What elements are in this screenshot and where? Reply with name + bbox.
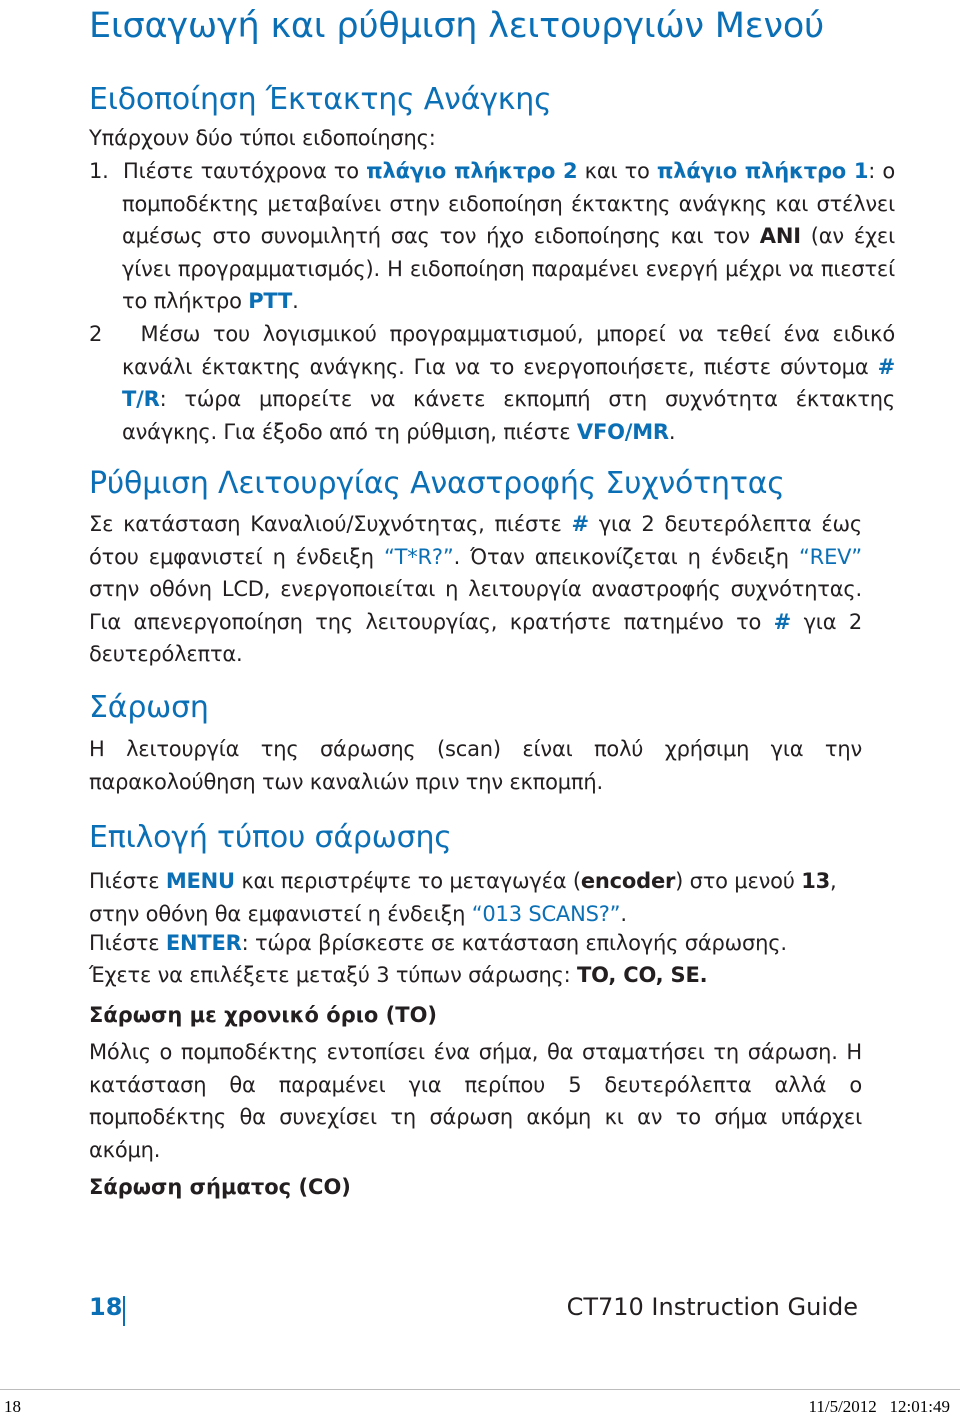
item-text: : τώρα μπορείτε να κάνετε εκπομπή στη συχνότητα έκτακτης ανάγκης. Για έξοδο από τη ρύθμιση, πιέστε [122, 387, 895, 444]
text: στην οθόνη LCD, ενεργοποιείται η λειτουργία αναστροφής συχνότητας. Για απενεργοποίηση της λειτουργίας, κρατήστε πατημένο το [89, 577, 862, 634]
tr-indicator: “T*R?” [383, 544, 454, 569]
text: Σε κατάσταση Καναλιού/Συχνότητας, πιέστε [89, 512, 572, 536]
emergency-item-1 [89, 155, 895, 318]
text: Έχετε να επιλέξετε μεταξύ 3 τύπων σάρωσης: [89, 963, 578, 987]
scan-type-line-2 [89, 927, 862, 960]
item-text: Πιέστε ταυτόχρονα το [123, 159, 367, 183]
item-text: . [668, 419, 676, 444]
scan-type-line-3 [89, 959, 862, 992]
text: : τώρα βρίσκεστε σε κατάσταση επιλογής σάρωσης. [241, 931, 787, 955]
reverse-heading: Ρύθμιση Λειτουργίας Αναστροφής Συχνότητας [89, 466, 785, 501]
text: Πιέστε [89, 931, 166, 955]
print-slug-timestamp: 11/5/2012 12:01:49 [808, 1397, 950, 1416]
text: Πιέστε [89, 869, 166, 893]
item-text: . [292, 289, 299, 313]
vfo-mr-label: VFO/MR [576, 419, 669, 444]
side-key-2-label: πλάγιο πλήκτρο 2 [366, 159, 578, 183]
text: για 2 δευτερόλεπτα. [89, 609, 862, 666]
item-text: και το [577, 159, 657, 183]
menu-number: 13 [801, 869, 831, 893]
item-text: (αν έχει γίνει προγραμματισμός). Η ειδοποίηση παραμένει ενεργή μέχρι να πιεστεί το πλήκτρο [122, 224, 895, 313]
co-subheading: Σάρωση σήματος (CO) [89, 1175, 351, 1199]
rev-indicator: “REV” [799, 544, 862, 569]
footer-divider [123, 1296, 125, 1326]
encoder-label: encoder [580, 869, 676, 893]
to-subheading: Σάρωση με χρονικό όριο (TO) [89, 1003, 438, 1027]
text: , στην οθόνη θα εμφανιστεί η ένδειξη [89, 869, 837, 926]
text: για 2 δευτερόλεπτα έως ότου εμφανιστεί η ένδειξη [89, 512, 862, 569]
menu-key-label: MENU [165, 869, 235, 893]
scan-heading: Σάρωση [89, 690, 209, 725]
enter-key-label: ENTER [165, 931, 242, 955]
item-text: Μέσω του λογισμικού προγραμματισμού, μπορεί να τεθεί ένα ειδικό κανάλι έκτακτης ανάγκης. Για να το ενεργοποιήσετε, πιέστε σύντομα [122, 322, 895, 379]
emergency-heading: Ειδοποίηση Έκτακτης Ανάγκης [89, 82, 552, 117]
text: ) στο μενού [675, 869, 802, 893]
emergency-item-2 [89, 318, 895, 448]
to-paragraph: Μόλις ο πομποδέκτης εντοπίσει ένα σήμα, θα σταματήσει τη σάρωση. Η κατάσταση θα παραμένει για περίπου 5 δευτερόλεπτα αλλά ο πομποδέκτης θα συνεχίσει τη σάρωση ακόμη κι αν το σήμα υπάρχει ακόμη. [89, 1040, 862, 1162]
item-number: 2 [89, 322, 103, 346]
side-key-1-label: πλάγιο πλήκτρο 1 [656, 159, 869, 183]
hash-key-label: # [571, 512, 589, 536]
scan-paragraph: Η λειτουργία της σάρωσης (scan) είναι πολύ χρήσιμη για την παρακολούθηση των καναλιών πριν την εκπομπή. [89, 737, 862, 794]
scan-type-heading: Επιλογή τύπου σάρωσης [89, 820, 452, 855]
scan-type-line-1 [89, 865, 862, 930]
ani-label: ANI [759, 224, 801, 248]
emergency-intro: Υπάρχουν δύο τύποι ειδοποίησης: [89, 126, 436, 150]
footer-page-number: 18 [89, 1293, 123, 1321]
tr-key-label: # T/R [122, 354, 895, 411]
ptt-label: PTT [248, 289, 293, 313]
hash-key-label: # [773, 609, 792, 634]
item-text: : ο πομποδέκτης μεταβαίνει στην ειδοποίηση έκτακτης ανάγκης και στέλνει αμέσως στο συνομιλητή σας τον ήχο ειδοποίησης και τον [122, 159, 895, 248]
footer-guide-title: CT710 Instruction Guide [566, 1293, 858, 1321]
print-slug-divider [0, 1389, 960, 1390]
print-slug-page: 18 [4, 1397, 21, 1416]
text: και περιστρέψτε το μεταγωγέα ( [234, 869, 581, 893]
page-title: Εισαγωγή και ρύθμιση λειτουργιών Μενού [89, 6, 825, 46]
item-number: 1. [89, 159, 109, 183]
scans-indicator: “013 SCANS?” [471, 901, 621, 926]
reverse-paragraph [89, 508, 862, 671]
text: . Όταν απεικονίζεται η ένδειξη [453, 544, 799, 569]
scan-types-label: TO, CO, SE. [577, 963, 708, 987]
text: . [620, 901, 627, 926]
